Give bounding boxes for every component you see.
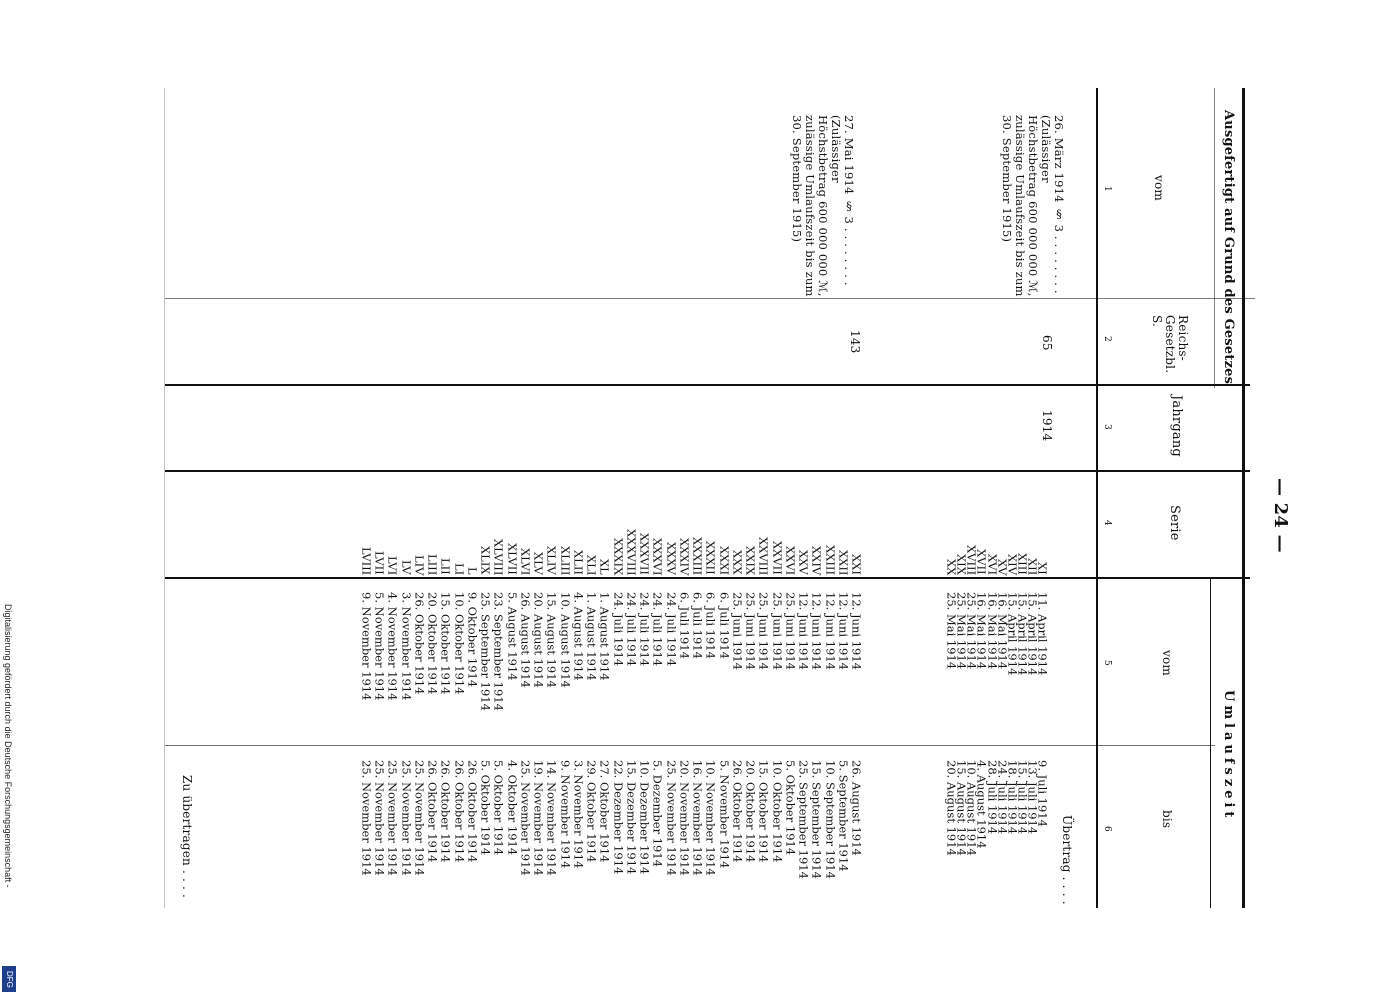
row-bis: 19. November 1914 bbox=[531, 760, 546, 876]
row-bis: 9. November 1914 bbox=[558, 760, 573, 869]
row-bis: 27. Oktober 1914 bbox=[597, 760, 612, 863]
row-serie: XLIX bbox=[478, 546, 493, 575]
row-bis: 20. Oktober 1914 bbox=[743, 760, 758, 863]
row-bis: 28. Juli 1914 bbox=[985, 760, 1000, 835]
row-vom: 25. Juni 1914 bbox=[756, 592, 771, 670]
row-vom: 9. November 1914 bbox=[359, 592, 374, 701]
row-serie: LIII bbox=[425, 553, 440, 575]
row-vom: 16. Mai 1914 bbox=[974, 592, 989, 670]
row-vom: 5. November 1914 bbox=[372, 592, 387, 701]
row-bis: 25. November 1914 bbox=[385, 760, 400, 876]
row-serie: XXXIV bbox=[677, 537, 692, 575]
row-vom: 15. August 1914 bbox=[544, 592, 559, 688]
column-rule-5 bbox=[165, 745, 1215, 746]
column-number-3: 3 bbox=[1102, 424, 1112, 430]
column-rule-4 bbox=[165, 577, 1250, 579]
row-vom: 26. Oktober 1914 bbox=[412, 592, 427, 695]
law-rgbl-2: 143 bbox=[848, 330, 862, 354]
header-col-jahrgang: Jahrgang bbox=[1169, 395, 1184, 457]
row-serie: XXXV bbox=[664, 542, 679, 575]
row-serie: XLV bbox=[531, 552, 546, 575]
row-bis: 3. November 1914 bbox=[571, 760, 586, 869]
row-bis: 25. November 1914 bbox=[399, 760, 414, 876]
table-header-rule bbox=[1096, 88, 1098, 908]
row-serie: XXIV bbox=[809, 545, 824, 575]
row-bis: 26. Oktober 1914 bbox=[438, 760, 453, 863]
row-serie: XII bbox=[1025, 557, 1040, 575]
row-bis: 5. November 1914 bbox=[717, 760, 732, 869]
row-vom: 4. August 1914 bbox=[571, 592, 586, 681]
header-col-rgbl: Reichs- Gesetzbl. S. bbox=[1150, 315, 1190, 374]
row-vom: 6. Juli 1914 bbox=[703, 592, 718, 659]
row-vom: 1. August 1914 bbox=[597, 592, 612, 681]
row-bis: 26. Oktober 1914 bbox=[425, 760, 440, 863]
row-vom: 24. Juli 1914 bbox=[624, 592, 639, 667]
row-serie: LVIII bbox=[359, 546, 374, 575]
row-serie: XL bbox=[597, 559, 612, 575]
row-vom: 6. Juli 1914 bbox=[717, 592, 732, 659]
law-text-2: 27. Mai 1914 § 3 . . . . . . . . (Zulässiger Höchstbetrag 600 000 000 ℳ, zulässige Umlaufszeit bis zum 30. September 1915) bbox=[790, 115, 856, 297]
row-bis: 4. August 1914 bbox=[974, 760, 989, 849]
column-number-4: 4 bbox=[1102, 520, 1112, 526]
header-col-vom2: vom bbox=[1160, 650, 1174, 676]
row-bis: 18. Juli 1914 bbox=[1005, 760, 1020, 835]
row-vom: 15. April 1914 bbox=[1005, 592, 1020, 676]
row-serie: XVIII bbox=[964, 544, 979, 575]
law-rgbl-1: 65 bbox=[1040, 335, 1054, 351]
row-bis: 25. November 1914 bbox=[412, 760, 427, 876]
row-vom: 1. August 1914 bbox=[584, 592, 599, 681]
row-vom: 12. Juni 1914 bbox=[796, 592, 811, 670]
column-number-5: 5 bbox=[1102, 660, 1112, 666]
row-vom: 16. Mai 1914 bbox=[985, 592, 1000, 670]
row-bis: 5. September 1914 bbox=[836, 760, 851, 872]
row-vom: 12. Juni 1914 bbox=[849, 592, 864, 670]
row-serie: XXVIII bbox=[756, 536, 771, 575]
row-serie: XX bbox=[944, 558, 959, 575]
row-bis: 25. November 1914 bbox=[359, 760, 374, 876]
row-bis: 25. November 1914 bbox=[664, 760, 679, 876]
row-serie: LI bbox=[452, 562, 467, 575]
column-number-1: 1 bbox=[1102, 186, 1112, 192]
row-bis: 13. Juli 1914 bbox=[1025, 760, 1040, 835]
row-serie: XXXI bbox=[717, 545, 732, 575]
dfg-logo: DFG bbox=[2, 966, 16, 992]
row-serie: XLI bbox=[584, 554, 599, 575]
row-bis: 10. Dezember 1914 bbox=[637, 760, 652, 875]
row-bis: 26. Oktober 1914 bbox=[465, 760, 480, 863]
row-vom: 6. Juli 1914 bbox=[690, 592, 705, 659]
row-serie: XVII bbox=[974, 549, 989, 575]
row-bis: 5. Oktober 1914 bbox=[783, 760, 798, 856]
row-serie: XXXVII bbox=[637, 533, 652, 575]
row-bis: 15. September 1914 bbox=[809, 760, 824, 879]
header-group-rule bbox=[1210, 578, 1211, 908]
row-bis: 5. Dezember 1914 bbox=[650, 760, 665, 868]
row-serie: XLVIII bbox=[491, 538, 506, 575]
row-bis: 26. August 1914 bbox=[849, 760, 864, 856]
row-vom: 25. Juni 1914 bbox=[770, 592, 785, 670]
row-serie: LVI bbox=[385, 555, 400, 575]
header-col-serie: Serie bbox=[1167, 505, 1182, 541]
header-group-umlaufszeit: Umlaufszeit bbox=[1221, 690, 1236, 822]
row-bis: 20. November 1914 bbox=[677, 760, 692, 876]
row-bis: 5. Oktober 1914 bbox=[491, 760, 506, 856]
row-serie: XIII bbox=[1015, 553, 1030, 575]
row-bis: 14. November 1914 bbox=[544, 760, 559, 876]
row-serie: XLVII bbox=[505, 543, 520, 575]
row-bis: 22. Dezember 1914 bbox=[611, 760, 626, 875]
row-vom: 6. Juli 1914 bbox=[677, 592, 692, 659]
row-bis: 15. Juli 1914 bbox=[1015, 760, 1030, 835]
column-rule-2 bbox=[165, 384, 1250, 386]
row-vom: 11. April 1914 bbox=[1035, 592, 1050, 676]
row-serie: XLIV bbox=[544, 546, 559, 575]
row-vom: 12. Juni 1914 bbox=[823, 592, 838, 670]
row-serie: LV bbox=[399, 560, 414, 575]
header-group-ausgefertigt: Ausgefertigt auf Grund des Gesetzes bbox=[1221, 110, 1236, 385]
row-serie: XXXIX bbox=[611, 537, 626, 575]
row-vom: 24. Juli 1914 bbox=[611, 592, 626, 667]
column-rule-1 bbox=[165, 298, 1255, 299]
row-vom: 23. September 1914 bbox=[491, 592, 506, 711]
row-bis: 25. November 1914 bbox=[372, 760, 387, 876]
row-serie: XXVII bbox=[770, 541, 785, 575]
row-vom: 15. April 1914 bbox=[1025, 592, 1040, 676]
row-serie: XXXII bbox=[703, 541, 718, 575]
row-bis: 15. August 1914 bbox=[954, 760, 969, 856]
row-vom: 25. Juni 1914 bbox=[743, 592, 758, 670]
header-col-vom: vom bbox=[1152, 175, 1166, 201]
row-bis: 16. November 1914 bbox=[690, 760, 705, 876]
row-serie: XXIII bbox=[823, 544, 838, 575]
row-bis: 10. September 1914 bbox=[823, 760, 838, 879]
row-vom: 10. August 1914 bbox=[558, 592, 573, 688]
row-serie: XXII bbox=[836, 549, 851, 575]
column-number-2: 2 bbox=[1102, 336, 1112, 342]
row-bis: 10. Oktober 1914 bbox=[770, 760, 785, 863]
row-vom: 25. Mai 1914 bbox=[944, 592, 959, 670]
zu-uebertragen-label: Zu übertragen . . . . bbox=[180, 775, 194, 899]
row-vom: 24. Juli 1914 bbox=[664, 592, 679, 667]
row-bis: 15. Dezember 1914 bbox=[624, 760, 639, 875]
row-bis: 29. Oktober 1914 bbox=[584, 760, 599, 863]
row-bis: 25. November 1914 bbox=[518, 760, 533, 876]
row-vom: 25. Mai 1914 bbox=[964, 592, 979, 670]
row-serie: XLIII bbox=[558, 545, 573, 575]
row-serie: XXIX bbox=[743, 545, 758, 575]
row-serie: L bbox=[465, 567, 480, 575]
column-rule-3 bbox=[165, 470, 1250, 472]
header-group-rule-left bbox=[1214, 88, 1215, 388]
row-bis: 10. November 1914 bbox=[703, 760, 718, 876]
row-serie: LII bbox=[438, 558, 453, 575]
row-serie: XXVI bbox=[783, 545, 798, 575]
row-serie: XLII bbox=[571, 550, 586, 575]
row-serie: XXV bbox=[796, 550, 811, 575]
row-bis: 25. September 1914 bbox=[796, 760, 811, 879]
row-bis: 24. Juli 1914 bbox=[995, 760, 1010, 835]
column-number-6: 6 bbox=[1102, 826, 1112, 832]
row-vom: 20. Oktober 1914 bbox=[425, 592, 440, 695]
row-vom: 15. April 1914 bbox=[1015, 592, 1030, 676]
row-vom: 26. August 1914 bbox=[518, 592, 533, 688]
row-bis: 9. Juli 1914 bbox=[1035, 760, 1050, 827]
row-vom: 15. Oktober 1914 bbox=[438, 592, 453, 695]
row-vom: 16. Mai 1914 bbox=[995, 592, 1010, 670]
row-serie: XXXIII bbox=[690, 536, 705, 575]
row-vom: 4. November 1914 bbox=[385, 592, 400, 701]
row-serie: XIV bbox=[1005, 553, 1020, 575]
page-number: — 24 — bbox=[1270, 478, 1291, 553]
row-serie: XVI bbox=[985, 553, 1000, 575]
rule-left-edge bbox=[164, 88, 165, 908]
row-serie: XV bbox=[995, 558, 1010, 575]
row-vom: 25. Mai 1914 bbox=[954, 592, 969, 670]
row-bis: 15. Oktober 1914 bbox=[756, 760, 771, 863]
row-vom: 25. Juni 1914 bbox=[783, 592, 798, 670]
table-top-rule bbox=[1242, 88, 1245, 908]
row-vom: 25. September 1914 bbox=[478, 592, 493, 711]
row-serie: XXXVI bbox=[650, 537, 665, 575]
row-bis: 20. August 1914 bbox=[944, 760, 959, 856]
row-vom: 10. Oktober 1914 bbox=[452, 592, 467, 695]
row-vom: 5. August 1914 bbox=[505, 592, 520, 681]
law-jahrgang-1: 1914 bbox=[1040, 410, 1054, 442]
row-serie: XXX bbox=[730, 550, 745, 575]
row-vom: 12. Juni 1914 bbox=[836, 592, 851, 670]
row-vom: 3. November 1914 bbox=[399, 592, 414, 701]
row-serie: LIV bbox=[412, 554, 427, 575]
row-vom: 20. August 1914 bbox=[531, 592, 546, 688]
row-vom: 12. Juni 1914 bbox=[809, 592, 824, 670]
row-serie: XLVI bbox=[518, 547, 533, 575]
law-text-1: 26. März 1914 § 3 . . . . . . . . (Zulässiger Höchstbetrag 600 000 000 ℳ, zulässige Umlaufszeit bis zum 30. September 1915) bbox=[1000, 115, 1066, 297]
row-bis: 5. Oktober 1914 bbox=[478, 760, 493, 856]
digitization-footer: Digitalisierung gefördert durch die Deutsche Forschungsgemeinschaft - bbox=[3, 604, 13, 888]
row-bis: 4. Oktober 1914 bbox=[505, 760, 520, 856]
row-vom: 24. Juli 1914 bbox=[637, 592, 652, 667]
uebertrag-label: Übertrag . . . . bbox=[1060, 815, 1074, 905]
row-serie: XIX bbox=[954, 554, 969, 575]
row-bis: 10. August 1914 bbox=[964, 760, 979, 856]
row-serie: XXXVIII bbox=[624, 528, 639, 575]
row-vom: 25. Juni 1914 bbox=[730, 592, 745, 670]
row-serie: XI bbox=[1035, 562, 1050, 575]
row-serie: XXI bbox=[849, 554, 864, 575]
row-bis: 26. Oktober 1914 bbox=[452, 760, 467, 863]
row-vom: 24. Juli 1914 bbox=[650, 592, 665, 667]
row-serie: LVII bbox=[372, 551, 387, 575]
row-vom: 9. Oktober 1914 bbox=[465, 592, 480, 688]
header-col-bis: bis bbox=[1160, 810, 1174, 829]
row-bis: 26. Oktober 1914 bbox=[730, 760, 745, 863]
